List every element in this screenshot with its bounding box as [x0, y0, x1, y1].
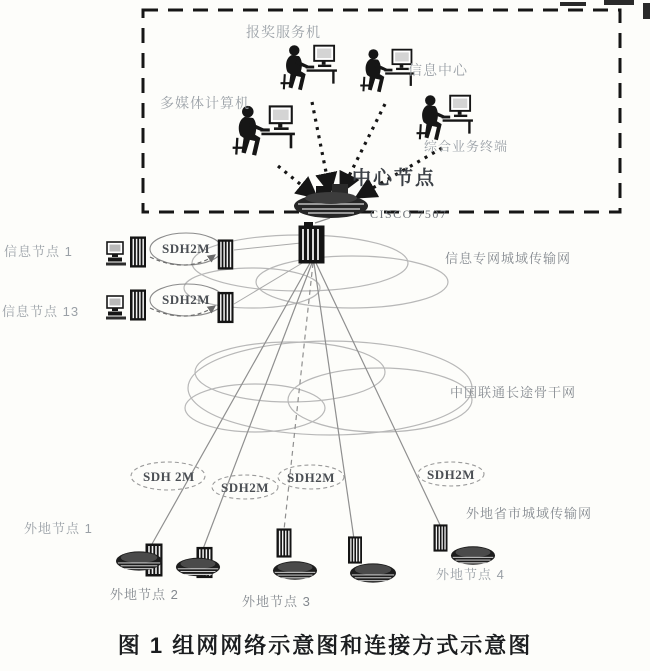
local-node1-terminal-mux-icon: [218, 239, 234, 269]
metro-network-label: 信息专网城域传输网: [445, 251, 572, 266]
workstation-label-info-center: 信息中心: [408, 62, 468, 78]
remote-node-label-3: 外地节点 3: [242, 594, 311, 609]
remote-node-label-4: 外地节点 4: [436, 567, 505, 582]
workstation-label-multimedia: 多媒体计算机: [160, 95, 250, 111]
remote-node-4: [348, 536, 396, 582]
remote-node-5: [434, 524, 496, 564]
remote-metro-network-label: 外地省市城域传输网: [466, 506, 593, 521]
remote-node-3: [273, 528, 317, 579]
wan-fan-lines: [152, 218, 441, 549]
workstation-icon-multimedia: [233, 106, 295, 156]
workstation-icon-prize-server: [281, 45, 337, 90]
sdh-link-label-upper-1: SDH2M: [162, 241, 210, 256]
backbone-network-cloud: [185, 341, 472, 435]
workstation-label-prize-server: 报奖服务机: [246, 24, 321, 40]
local-node13-label: 信息节点 13: [2, 304, 80, 319]
sdh-link-label-lower-4: SDH2M: [427, 467, 475, 482]
local-node13-pc-icon: [106, 296, 126, 320]
local-node13-mux-icon: [130, 289, 146, 320]
local-node1-label: 信息节点 1: [4, 244, 73, 259]
sdh-link-label-lower-1: SDH 2M: [143, 469, 195, 484]
center-node-label: 中心节点: [352, 168, 437, 189]
remote-node-label-1: 外地节点 1: [24, 521, 93, 536]
sdh-link-label-upper-2: SDH2M: [162, 292, 210, 307]
workstation-icon-info-center: [360, 49, 414, 92]
workstation-label-service-terminal: 综合业务终端: [424, 139, 509, 154]
sdh-link-label-lower-3: SDH2M: [287, 470, 335, 485]
remote-node-label-2: 外地节点 2: [110, 587, 179, 602]
workstation-icon-service-terminal: [417, 95, 473, 140]
figure-caption: 图 1 组网网络示意图和连接方式示意图: [117, 633, 533, 658]
router-model-label: CISCO 7507: [370, 207, 448, 221]
remote-node-1: [116, 544, 163, 577]
remote-node-2: [176, 547, 220, 578]
backbone-network-label: 中国联通长途骨干网: [450, 385, 577, 400]
local-node1-mux-icon: [130, 236, 146, 267]
core-switch-icon: [299, 222, 325, 264]
sdh-link-label-lower-2: SDH2M: [221, 480, 269, 495]
local-node1-pc-icon: [106, 242, 126, 266]
local-node13-terminal-mux-icon: [217, 292, 233, 323]
